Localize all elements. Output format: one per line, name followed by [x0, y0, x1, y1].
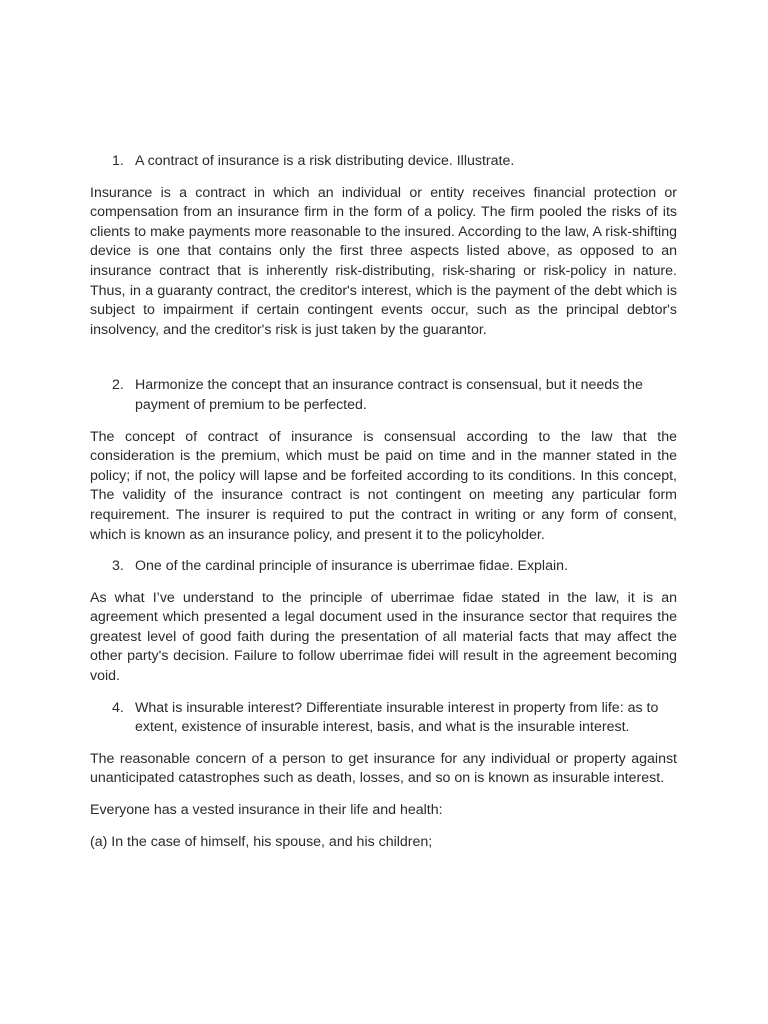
answer-4-paragraph-3: (a) In the case of himself, his spouse, and his children; [90, 833, 433, 850]
question-1 [90, 152, 677, 172]
question-text: A contract of insurance is a risk distributing device. Illustrate. [135, 153, 515, 169]
answer-1-paragraph-1: Insurance is a contract in which an individual or entity receives financial protection or compensation from an insurance firm in the form of a policy. The firm pooled the risks of its clients to make payments more reasonable to the insured. According to the law, A risk-shifting device is one that contains only the first three aspects listed above, as opposed to an insurance contract that is inherently risk-distributing, risk-sharing or risk-policy in nature. Thus, in a guaranty contract, the creditor's interest, which is the payment of the debt which is subject to impairment if certain contingent events occur, such as the principal debtor's insolvency, and the creditor's risk is just taken by the guarantor. [90, 184, 677, 338]
question-text: What is insurable interest? Differentiate insurable interest in property from life: as to extent, existence of insurable interest, basis, and what is the insurable interest. [135, 699, 659, 736]
answer-4-paragraph-1: The reasonable concern of a person to get insurance for any individual or property against unanticipated catastrophes such as death, losses, and so on is known as insurable interest. [90, 750, 677, 787]
question-number: 4. [112, 699, 124, 716]
answer-3-paragraph-1: As what I’ve understand to the principle of uberrimae fidae stated in the law, it is an agreement which presented a legal document used in the insurance sector that requires the greatest level of good faith during the presentation of all material facts that may affect the other party's decision. Failure to follow uberrimae fidei will result in the agreement becoming void. [90, 589, 677, 685]
question-number: 3. [112, 558, 124, 575]
question-4 [90, 699, 677, 738]
question-3 [90, 557, 677, 577]
document-page [90, 152, 677, 864]
question-number: 2. [112, 377, 124, 394]
question-2 [90, 376, 677, 415]
question-number: 1. [112, 153, 124, 169]
question-text: Harmonize the concept that an insurance contract is consensual, but it needs the payment of premium to be perfected. [135, 377, 643, 413]
question-text: One of the cardinal principle of insurance is uberrimae fidae. Explain. [135, 558, 568, 575]
answer-4-paragraph-2: Everyone has a vested insurance in their life and health: [90, 802, 443, 819]
answer-2-paragraph-1: The concept of contract of insurance is consensual according to the law that the consideration is the premium, which must be paid on time and in the manner stated in the policy; if not, the policy will lapse and be forfeited according to its conditions. In this concept, The validity of the insurance contract is not contingent on meeting any particular form requirement. The insurer is required to put the contract in writing or any form of consent, which is known as an insurance policy, and present it to the policyholder. [90, 428, 677, 543]
